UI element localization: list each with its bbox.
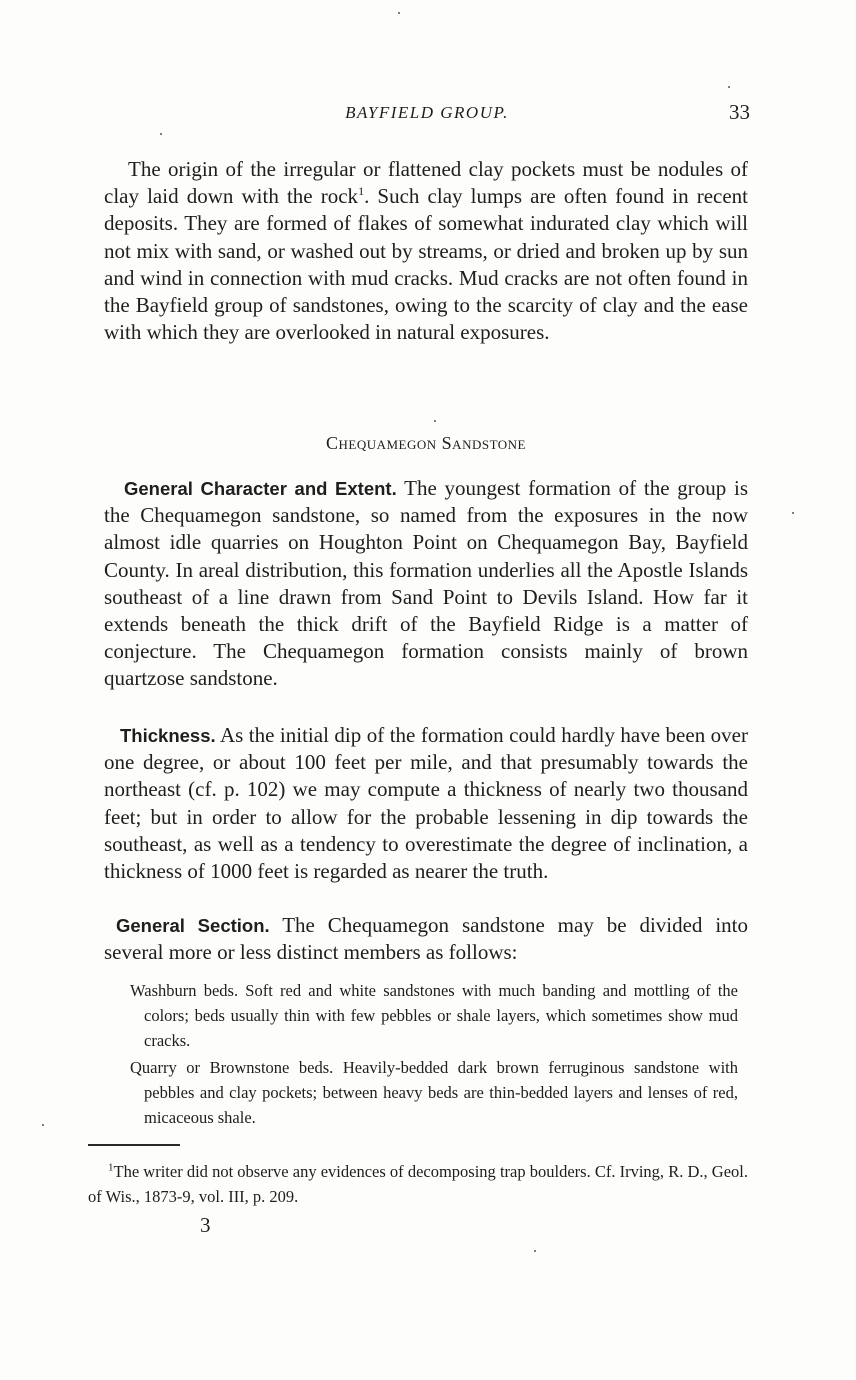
- paper-speck: [42, 1124, 44, 1126]
- paper-speck: [534, 1250, 536, 1252]
- paper-speck: [160, 133, 162, 135]
- paragraph-clay-pockets-text-b: . Such clay lumps are often found in recent deposits. They are formed of flakes of somewhat indurated clay which will not mix with sand, or washed out by streams, or dried and broken up by sun and wind in connection with mud cracks. Mud cracks are not often found in the Bayfield group of sandstones, owing to the scarcity of clay and the ease with which they are overlooked in natural exposures.: [104, 184, 749, 345]
- paragraph-thickness-text: As the initial dip of the formation could hardly have been over one degree, or about 100 feet per mile, and that presumably towards the northeast (cf. p. 102) we may compute a thickness of nearly two thousand feet; but in order to allow for the probable lessening in dip towards the southeast, as well as a tendency to overestimate the degree of inclination, a thickness of 1000 feet is regarded as nearer the truth.: [104, 723, 748, 884]
- paper-speck: [792, 512, 794, 514]
- paragraph-heading-general-character: General Character and Extent.: [124, 478, 397, 499]
- member-quarry-beds: [130, 1055, 738, 1130]
- member-description: Soft red and white sandstones with much banding and mottling of the colors; beds usually thin with few pebbles or shale layers, which sometimes show mud cracks.: [144, 981, 738, 1050]
- paragraph-general-character: [104, 475, 748, 693]
- footnote-text: The writer did not observe any evidences of decomposing trap boulders. Cf. Irving, R. D., Geol. of Wis., 1873-9, vol. III, p. 209.: [88, 1162, 748, 1206]
- paragraph-clay-pockets: [104, 156, 748, 346]
- running-title: BAYFIELD GROUP.: [345, 103, 509, 122]
- member-description: Heavily-bedded dark brown ferruginous sandstone with pebbles and clay pockets; between heavy beds are thin-bedded layers and lenses of red, micaceous shale.: [144, 1058, 739, 1127]
- paper-speck: [728, 86, 730, 88]
- paragraph-heading-general-section: General Section.: [116, 915, 270, 936]
- footnote-marker: 1: [108, 1161, 114, 1174]
- paper-speck: [434, 420, 436, 422]
- footnote: [88, 1159, 748, 1209]
- paragraph-thickness: [104, 722, 748, 885]
- member-name: Washburn beds.: [130, 981, 239, 1000]
- member-name: Quarry or Brownstone beds.: [130, 1058, 334, 1077]
- paragraph-heading-thickness: Thickness.: [120, 725, 216, 746]
- footnote-rule: [88, 1144, 180, 1146]
- paragraph-general-section-text: The Chequamegon sandstone may be divided into several more or less distinct members as follows:: [104, 913, 748, 965]
- paragraph-general-section: [104, 912, 748, 966]
- paragraph-clay-pockets-text-a: The origin of the irregular or flattened clay pockets must be nodules of clay laid down with the rock: [104, 157, 748, 209]
- signature-mark: 3: [200, 1213, 211, 1237]
- paper-speck: [398, 12, 400, 14]
- section-heading: Chequamegon Sandstone: [326, 433, 526, 453]
- running-head: [104, 100, 750, 128]
- paragraph-general-character-text: The youngest formation of the group is the Chequamegon sandstone, so named from the exposures in the now almost idle quarries on Houghton Point on Chequamegon Bay, Bayfield County. In areal distribution, this formation underlies all the Apostle Islands southeast of a line drawn from Sand Point to Devils Island. How far it extends beneath the thick drift of the Bayfield Ridge is a matter of conjecture. The Chequamegon formation consists mainly of brown quartzose sandstone.: [104, 476, 749, 691]
- page-number: 33: [729, 100, 750, 124]
- member-list: [130, 978, 738, 1132]
- member-washburn-beds: [130, 978, 738, 1053]
- footnote-reference: 1: [358, 184, 365, 199]
